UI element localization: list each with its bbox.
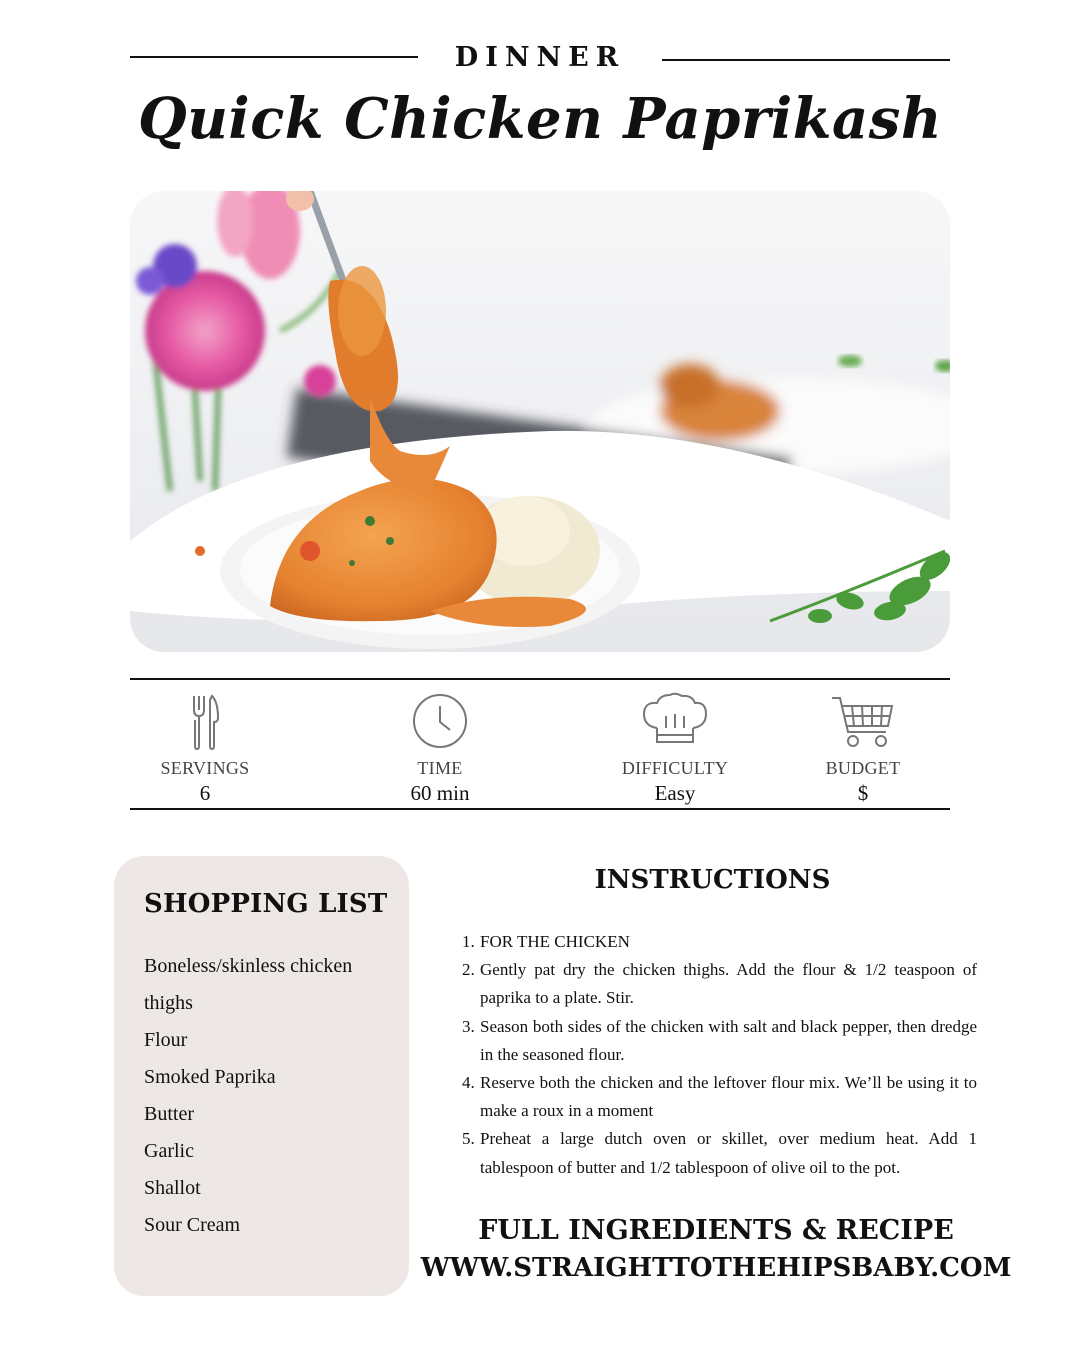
- stat-servings: [105, 688, 305, 806]
- website-link[interactable]: WWW.STRAIGHTTOTHEHIPSBABY.COM: [420, 1253, 1012, 1283]
- step-text: Season both sides of the chicken with salt and black pepper, then dredge in the seasoned flour.: [480, 1016, 977, 1064]
- full-recipe-cta: FULL INGREDIENTS & RECIPE: [478, 1215, 954, 1246]
- shopping-cart-icon: [763, 688, 963, 750]
- stat-difficulty: [575, 688, 775, 806]
- instruction-step: [462, 1125, 977, 1181]
- stat-budget: [763, 688, 963, 806]
- recipe-title: Quick Chicken Paprikash: [137, 86, 943, 152]
- chef-hat-icon: [575, 688, 775, 750]
- list-item: Butter: [144, 1103, 194, 1125]
- step-number: 5.: [462, 1129, 475, 1149]
- stat-time: [340, 688, 540, 806]
- shopping-list-card: [114, 856, 409, 1296]
- list-item: Shallot: [144, 1177, 201, 1199]
- stat-value: Easy: [654, 781, 696, 805]
- step-text: FOR THE CHICKEN: [480, 932, 630, 951]
- instruction-step: [462, 956, 977, 1012]
- step-text: Preheat a large dutch oven or skillet, over medium heat. Add 1 tablespoon of butter and 1/2 tablespoon of olive oil to the pot.: [480, 1129, 977, 1177]
- stat-value: $: [857, 781, 869, 805]
- stat-label: DIFFICULTY: [621, 758, 729, 778]
- instruction-step: [462, 1069, 977, 1125]
- stats-rule-bottom: [130, 808, 950, 810]
- shopping-list: [144, 948, 394, 1244]
- instructions-list: [462, 928, 977, 1182]
- stat-label: SERVINGS: [160, 758, 250, 778]
- instruction-step: [462, 928, 977, 956]
- instruction-step: [462, 1013, 977, 1069]
- step-number: 1.: [462, 932, 475, 951]
- recipe-photo: [130, 191, 950, 652]
- stat-value: 60 min: [410, 781, 470, 805]
- stat-value: 6: [199, 781, 211, 805]
- stats-rule-top: [130, 678, 950, 680]
- instructions-title: INSTRUCTIONS: [594, 865, 831, 895]
- step-text: Reserve both the chicken and the leftover flour mix. We’ll be using it to make a roux in a moment: [480, 1073, 977, 1121]
- list-item: Boneless/skinless chicken thighs: [144, 955, 353, 1014]
- step-text: Gently pat dry the chicken thighs. Add the flour & 1/2 teaspoon of paprika to a plate. Stir.: [480, 960, 977, 1008]
- list-item: Sour Cream: [144, 1214, 241, 1236]
- list-item: Smoked Paprika: [144, 1066, 276, 1088]
- cutlery-icon: [105, 688, 305, 750]
- shopping-list-title: SHOPPING LIST: [144, 889, 388, 919]
- step-number: 2.: [462, 960, 475, 980]
- list-item: Flour: [144, 1029, 188, 1051]
- clock-icon: [340, 688, 540, 750]
- stat-label: BUDGET: [825, 758, 901, 778]
- step-number: 4.: [462, 1073, 475, 1093]
- stat-label: TIME: [417, 758, 463, 778]
- step-number: 3.: [462, 1016, 475, 1036]
- list-item: Garlic: [144, 1140, 194, 1162]
- category-label: DINNER: [454, 42, 626, 73]
